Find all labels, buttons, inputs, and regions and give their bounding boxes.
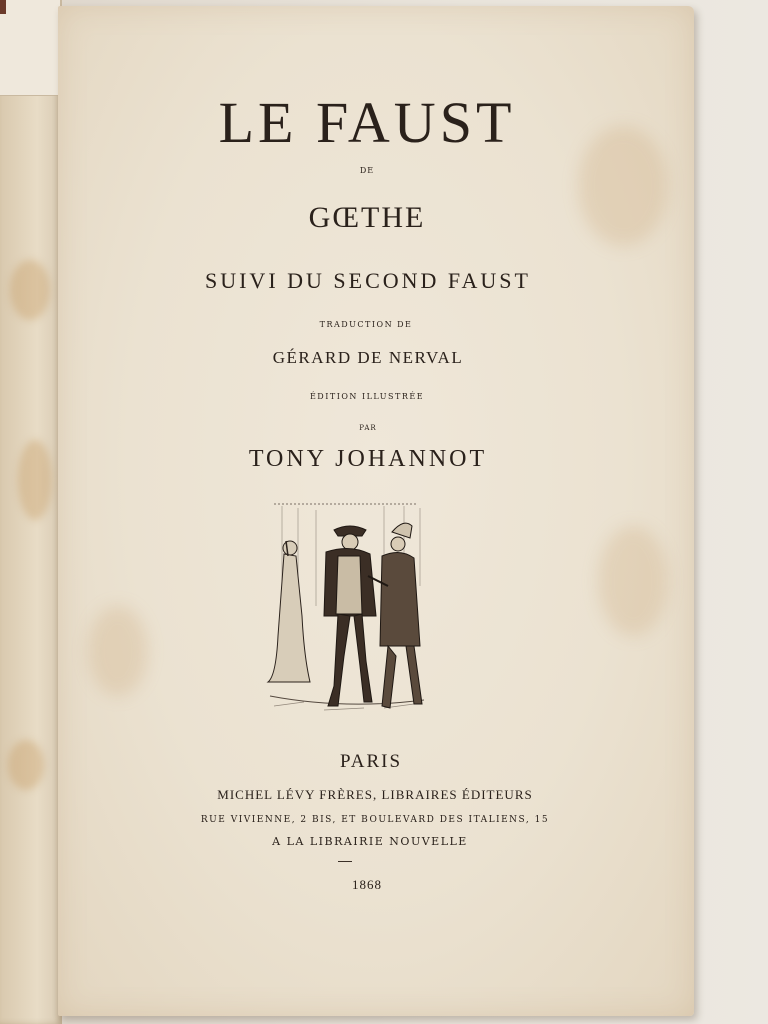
woman-figure [268,541,310,682]
par-label: PAR [359,424,377,432]
publisher-name: MICHEL LÉVY FRÈRES, LIBRAIRES ÉDITEURS [217,787,533,802]
faust-figure [324,526,376,706]
edition-label: ÉDITION ILLUSTRÉE [309,392,425,401]
book-title: LE FAUST [218,90,516,155]
left-cover-corner [0,0,62,96]
title-page [58,6,694,1016]
subtitle: SUIVI DU SECOND FAUST [204,268,531,293]
imprint-city: PARIS [339,751,403,772]
translator-name: GÉRARD DE NERVAL [272,348,464,367]
engraving-illustration [264,496,428,724]
title-connector-de: DE [359,166,375,175]
cover-binding-edge [0,0,6,14]
translation-label: TRADUCTION DE [319,320,413,329]
bookshop-name: A LA LIBRAIRIE NOUVELLE [272,835,468,848]
author-name: GŒTHE [308,201,426,234]
publication-year: 1868 [352,877,382,892]
publisher-address: RUE VIVIENNE, 2 BIS, ET BOULEVARD DES ITALIENS, 15 [200,815,550,825]
divider-rule [338,861,352,862]
illustrator-name: TONY JOHANNOT [248,446,488,472]
